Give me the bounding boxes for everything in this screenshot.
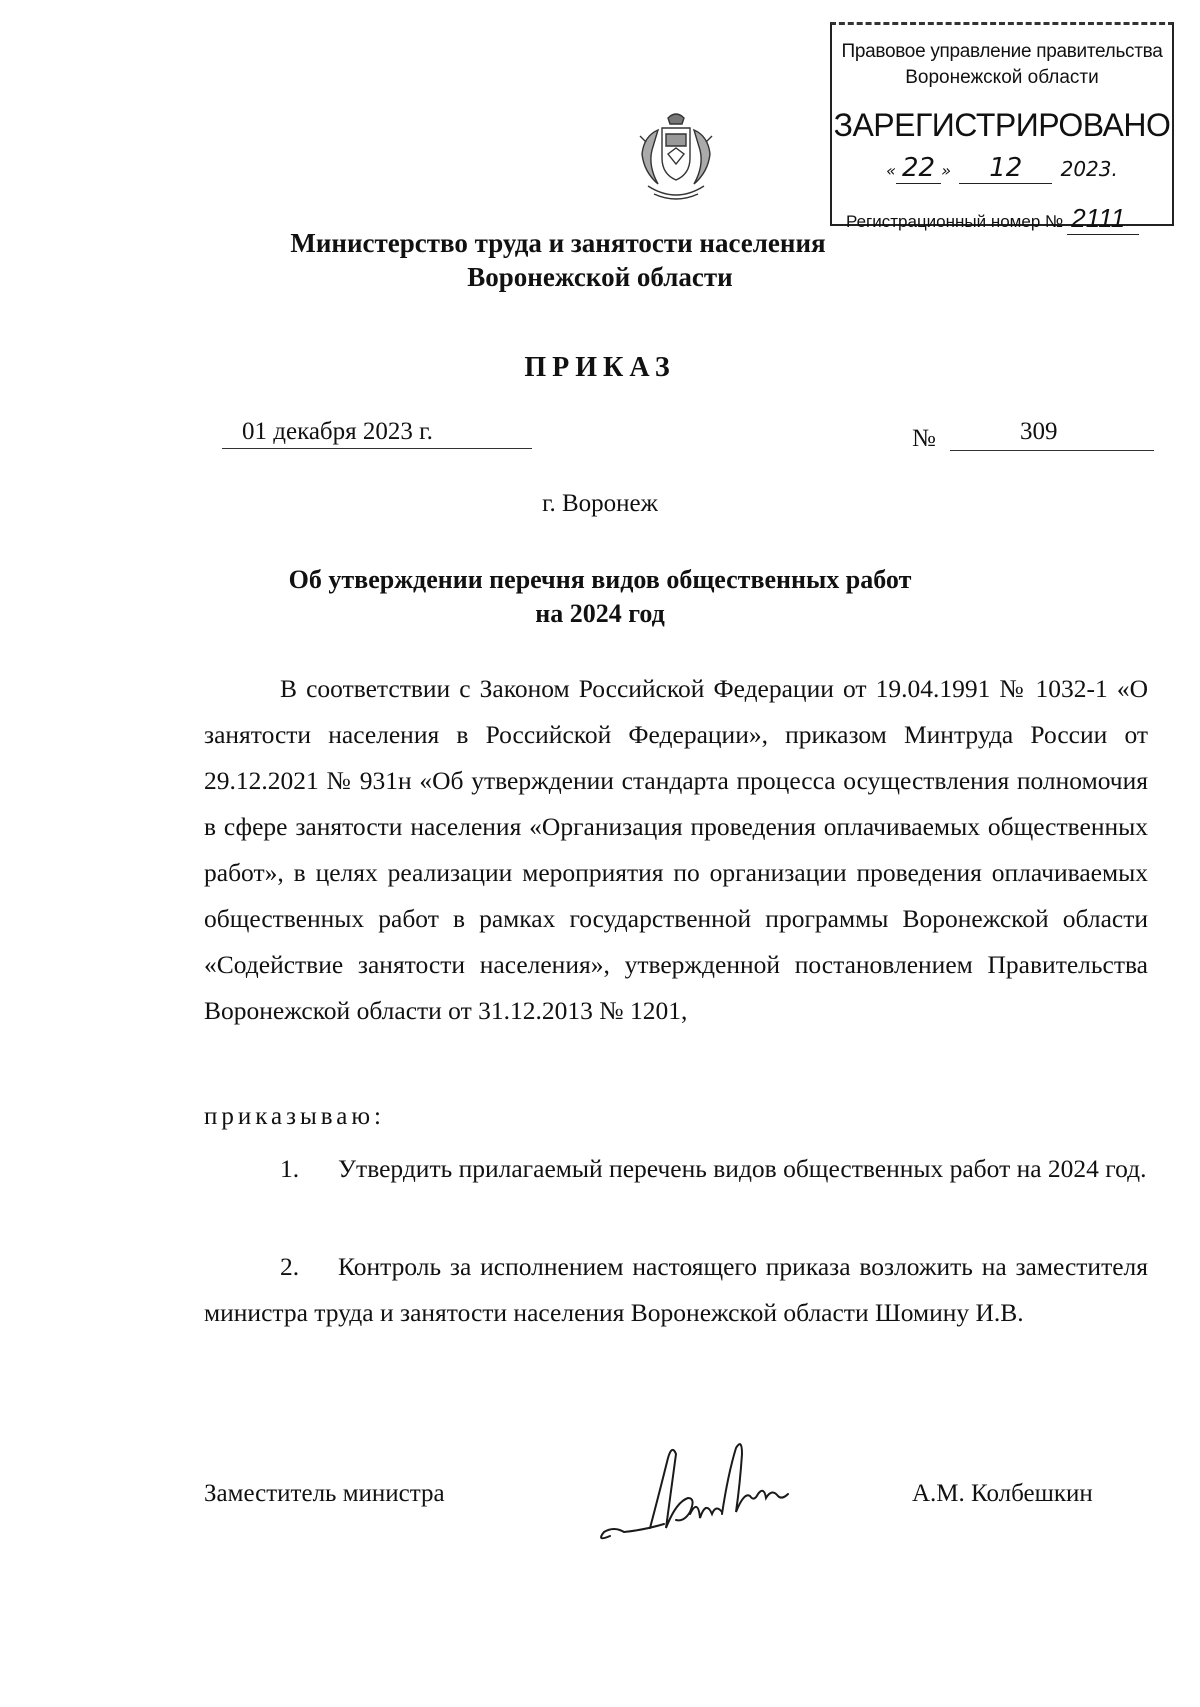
- order-number-label: №: [912, 425, 936, 452]
- order-item-2-num: 2.: [280, 1252, 300, 1281]
- stamp-date-day: 22: [896, 153, 941, 184]
- coat-of-arms-icon: [628, 108, 724, 208]
- stamp-date-year: 2023.: [1060, 157, 1118, 181]
- order-item-1-num: 1.: [280, 1154, 300, 1183]
- ministry-name-line2: Воронежской области: [467, 262, 733, 292]
- registration-stamp: [830, 22, 1174, 233]
- decree-word: приказываю:: [204, 1103, 385, 1130]
- order-subject: [0, 563, 1200, 631]
- order-item-1: [204, 1146, 1148, 1192]
- order-item-1-text: Утвердить прилагаемый перечень видов общественных работ на 2024 год.: [338, 1154, 1147, 1183]
- signer-name: А.М. Колбешкин: [912, 1480, 1093, 1507]
- stamp-reg-label: Регистрационный номер №: [846, 212, 1064, 231]
- subject-line1: Об утверждении перечня видов общественных работ: [288, 565, 912, 594]
- signer-position: Заместитель министра: [204, 1480, 445, 1507]
- order-city: г. Воронеж: [542, 490, 658, 517]
- stamp-reg-number: 2111: [1067, 203, 1139, 235]
- stamp-status: ЗАРЕГИСТРИРОВАНО: [833, 107, 1171, 143]
- stamp-org-line2: Воронежской области: [905, 67, 1099, 88]
- order-number-field: [950, 418, 1154, 451]
- order-item-2-text: Контроль за исполнением настоящего приказа возложить на заместителя министра труда и занятости населения Воронежской области Шомину И.В.: [204, 1252, 1148, 1327]
- stamp-date-month: 12: [959, 153, 1052, 184]
- handwritten-signature-icon: [590, 1424, 820, 1556]
- ministry-name-line1: Министерство труда и занятости населения: [290, 228, 826, 258]
- order-title: ПРИКАЗ: [524, 352, 676, 383]
- subject-line2: на 2024 год: [535, 599, 665, 628]
- preamble-paragraph: В соответствии с Законом Российской Федерации от 19.04.1991 № 1032-1 «О занятости населения в Российской Федерации», приказом Минтруда России от 29.12.2021 № 931н «Об утверждении стандарта процесса осуществления полномочия в сфере занятости населения «Организация проведения оплачиваемых общественных работ», в целях реализации мероприятия по организации проведения оплачиваемых общественных работ в рамках государственной программы Воронежской области «Содействие занятости населения», утвержденной постановлением Правительства Воронежской области от 31.12.2013 № 1201,: [204, 674, 1148, 1025]
- stamp-date: « 22 » 12 2023.: [886, 153, 1118, 183]
- order-number: 309: [1020, 418, 1058, 445]
- order-date: 01 декабря 2023 г.: [222, 418, 532, 449]
- order-item-2: [204, 1244, 1148, 1336]
- stamp-org-line1: Правовое управление правительства: [841, 41, 1163, 62]
